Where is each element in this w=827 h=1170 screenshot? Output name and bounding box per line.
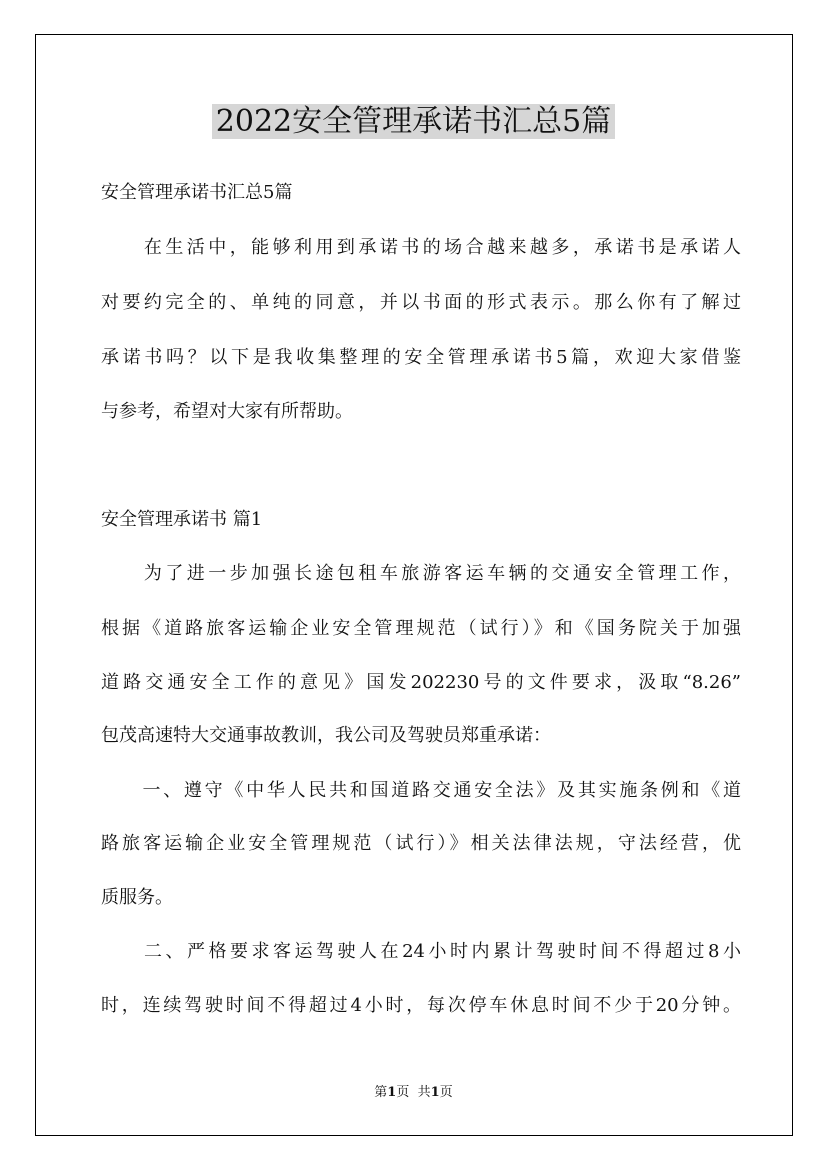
footer-page-suffix: 页 — [396, 1085, 410, 1100]
page-footer — [0, 1084, 827, 1102]
body-line: 质服务。 — [101, 887, 173, 908]
body-line: 时，连续驾驶时间不得超过4小时，每次停车休息时间不少于20分钟。 — [101, 995, 741, 1016]
intro-line: 承诺书吗？以下是我收集整理的安全管理承诺书5篇，欢迎大家借鉴 — [101, 347, 741, 368]
section-heading: 安全管理承诺书 篇1 — [101, 509, 263, 530]
footer-total-prefix: 共 — [417, 1085, 431, 1100]
footer-page-prefix: 第 — [374, 1085, 388, 1100]
document-title-text: 2022安全管理承诺书汇总5篇 — [212, 104, 615, 139]
body-line: 一、遵守《中华人民共和国道路交通安全法》及其实施条例和《道 — [101, 780, 741, 801]
body-line: 根据《道路旅客运输企业安全管理规范（试行）》和《国务院关于加强 — [101, 618, 741, 639]
footer-total-number: 1 — [430, 1085, 440, 1100]
body-line: 二、严格要求客运驾驶人在24小时内累计驾驶时间不得超过8小 — [101, 941, 741, 962]
intro-line: 对要约完全的、单纯的同意，并以书面的形式表示。那么你有了解过 — [101, 292, 741, 313]
body-line: 包茂高速特大交通事故教训，我公司及驾驶员郑重承诺： — [101, 725, 551, 746]
body-line: 为了进一步加强长途包租车旅游客运车辆的交通安全管理工作， — [101, 563, 741, 584]
footer-page-number: 1 — [387, 1085, 397, 1100]
subtitle: 安全管理承诺书汇总5篇 — [101, 182, 293, 203]
intro-line: 与参考，希望对大家有所帮助。 — [101, 401, 353, 422]
footer-total-suffix: 页 — [439, 1085, 453, 1100]
intro-line: 在生活中，能够利用到承诺书的场合越来越多，承诺书是承诺人 — [101, 237, 741, 258]
body-line: 路旅客运输企业安全管理规范（试行）》相关法律法规，守法经营，优 — [101, 833, 741, 854]
document-title — [0, 102, 827, 142]
body-line: 道路交通安全工作的意见》国发202230号的文件要求，汲取“8.26” — [101, 672, 741, 693]
